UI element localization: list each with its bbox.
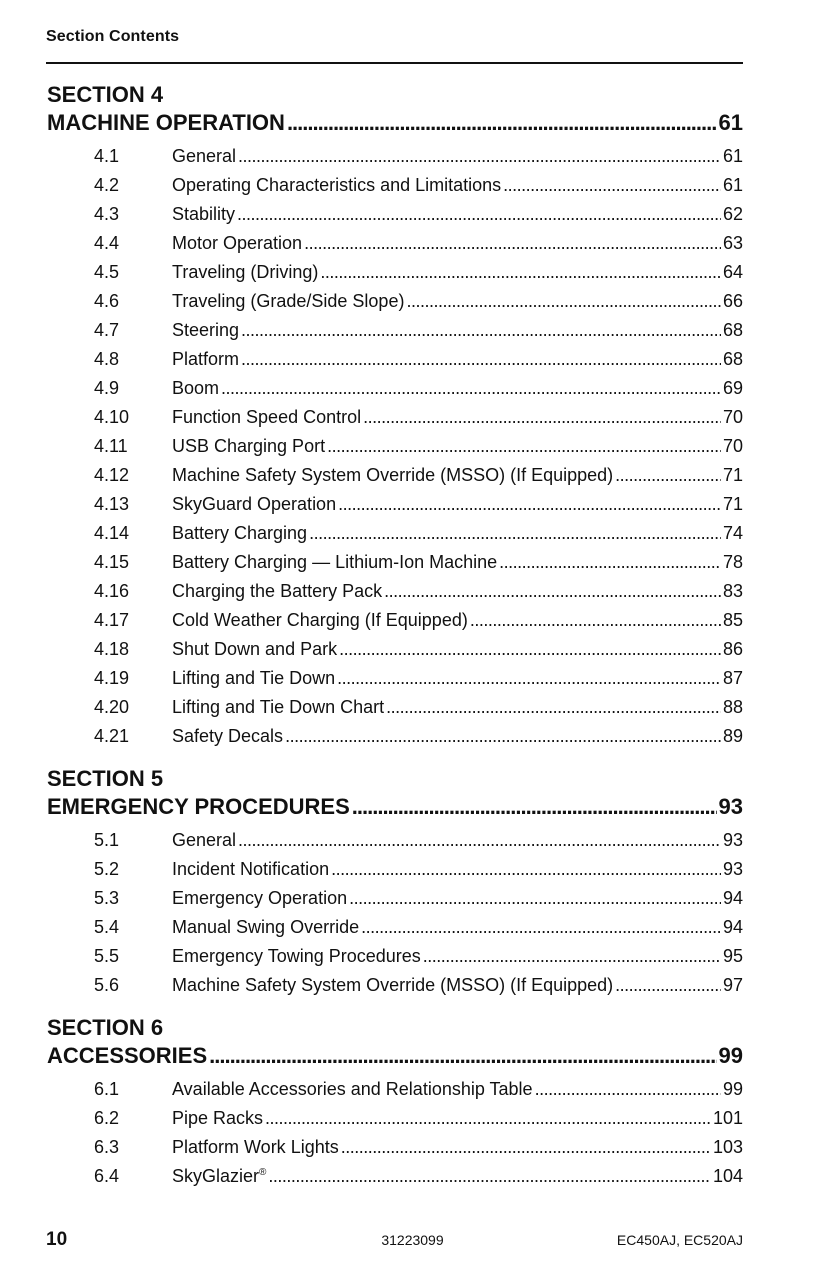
toc-entry[interactable] xyxy=(47,884,743,913)
toc-entry-page: 69 xyxy=(722,378,743,398)
toc-entry-page: 85 xyxy=(722,610,743,630)
toc-entry-title: Manual Swing Override xyxy=(172,917,360,937)
toc-entry-number: 4.16 xyxy=(94,581,130,601)
toc-entry-title-wrap xyxy=(172,1133,339,1162)
toc-entry-number: 4.18 xyxy=(94,639,130,659)
section-heading-title: EMERGENCY PROCEDURES xyxy=(47,794,350,819)
toc-entry-page: 95 xyxy=(722,946,743,966)
toc-entry-title: Operating Characteristics and Limitations xyxy=(172,175,502,195)
dot-leader xyxy=(320,258,721,287)
toc-entry-title-wrap xyxy=(172,171,501,200)
dot-leader xyxy=(331,855,721,884)
section-heading-link[interactable] xyxy=(47,109,743,138)
dot-leader xyxy=(363,403,721,432)
toc-entry-title-wrap xyxy=(172,287,404,316)
toc-entry-page: 89 xyxy=(722,726,743,746)
dot-leader xyxy=(287,109,717,137)
dot-leader xyxy=(337,664,721,693)
toc-entry-title-wrap xyxy=(172,1075,533,1104)
dot-leader xyxy=(221,374,721,403)
toc-entry-number: 6.3 xyxy=(94,1137,120,1157)
section-label: SECTION 6 xyxy=(47,1015,164,1040)
toc-entry[interactable] xyxy=(47,577,743,606)
dot-leader xyxy=(341,1133,711,1162)
section-heading-page: 93 xyxy=(718,794,743,819)
toc-entry-title-wrap xyxy=(172,519,307,548)
toc-entry-number: 4.8 xyxy=(94,349,120,369)
toc-entry-list xyxy=(47,1075,743,1191)
toc-entry-number: 5.3 xyxy=(94,888,120,908)
toc-entry-title-wrap xyxy=(172,971,613,1000)
section-heading-link[interactable] xyxy=(47,1042,743,1071)
dot-leader xyxy=(238,142,721,171)
toc-entry-title-wrap xyxy=(172,403,361,432)
toc-entry-title: Platform xyxy=(172,349,240,369)
toc-entry[interactable] xyxy=(47,229,743,258)
toc-entry[interactable] xyxy=(47,855,743,884)
toc-entry-title-wrap xyxy=(172,1162,266,1191)
toc-entry-number: 4.17 xyxy=(94,610,130,630)
dot-leader xyxy=(406,287,721,316)
dot-leader xyxy=(352,793,717,821)
toc-entry-title-wrap xyxy=(172,942,421,971)
toc-entry-page: 103 xyxy=(712,1137,743,1157)
toc-entry-title: Steering xyxy=(172,320,240,340)
footer-models: EC450AJ, EC520AJ xyxy=(616,1232,743,1248)
toc-entry-page: 64 xyxy=(722,262,743,282)
toc-entry-title: Lifting and Tie Down Chart xyxy=(172,697,385,717)
toc-entry-title-wrap xyxy=(172,345,239,374)
toc-entry-title: Machine Safety System Override (MSSO) (If Equipped) xyxy=(172,465,614,485)
toc-entry-title: USB Charging Port xyxy=(172,436,326,456)
toc-entry-title-wrap xyxy=(172,826,236,855)
toc-entry-number: 4.10 xyxy=(94,407,130,427)
toc-entry-title-wrap xyxy=(172,229,302,258)
toc-entry[interactable] xyxy=(47,548,743,577)
dot-leader xyxy=(384,577,721,606)
toc-entry-title: Emergency Towing Procedures xyxy=(172,946,421,966)
toc-entry[interactable] xyxy=(47,693,743,722)
section-heading-link[interactable] xyxy=(47,793,743,822)
toc-entry-number: 4.14 xyxy=(94,523,130,543)
dot-leader xyxy=(499,548,721,577)
toc-entry-number: 4.12 xyxy=(94,465,130,485)
toc-entry-title-wrap xyxy=(172,606,468,635)
toc-entry[interactable] xyxy=(47,490,743,519)
toc-entry-title-wrap xyxy=(172,432,325,461)
toc-entry-page: 63 xyxy=(722,233,743,253)
toc-entry-title-wrap xyxy=(172,258,318,287)
dot-leader xyxy=(237,200,721,229)
toc-entry-title: General xyxy=(172,830,237,850)
toc-entry-page: 87 xyxy=(722,668,743,688)
dot-leader xyxy=(339,635,721,664)
toc-entry[interactable] xyxy=(47,345,743,374)
toc-entry-page: 70 xyxy=(722,407,743,427)
toc-entry-title: Function Speed Control xyxy=(172,407,362,427)
toc-entry-number: 4.2 xyxy=(94,175,120,195)
toc-entry[interactable] xyxy=(47,1162,743,1191)
dot-leader xyxy=(265,1104,711,1133)
toc-entry-title-wrap xyxy=(172,200,235,229)
toc-entry-title: Traveling (Driving) xyxy=(172,262,319,282)
toc-entry-title-wrap xyxy=(172,884,347,913)
toc-entry-page: 97 xyxy=(722,975,743,995)
dot-leader xyxy=(338,490,721,519)
toc-entry-title: Battery Charging — Lithium-Ion Machine xyxy=(172,552,498,572)
toc-entry-title: Shut Down and Park xyxy=(172,639,338,659)
toc-entry-title-wrap xyxy=(172,316,239,345)
toc-entry[interactable] xyxy=(47,200,743,229)
dot-leader xyxy=(615,461,721,490)
toc-entry-page: 61 xyxy=(722,146,743,166)
toc-section xyxy=(47,81,743,751)
toc-entry-title: Traveling (Grade/Side Slope) xyxy=(172,291,405,311)
toc-entry-number: 4.7 xyxy=(94,320,120,340)
toc-entry-list xyxy=(47,142,743,751)
dot-leader xyxy=(209,1042,716,1070)
toc-entry-title: Motor Operation xyxy=(172,233,303,253)
toc-entry-title: Battery Charging xyxy=(172,523,308,543)
toc-entry[interactable] xyxy=(47,971,743,1000)
toc-entry-page: 93 xyxy=(722,859,743,879)
table-of-contents xyxy=(47,81,743,1205)
toc-entry-number: 6.4 xyxy=(94,1166,120,1186)
toc-entry-number: 4.15 xyxy=(94,552,130,572)
registered-mark: ® xyxy=(259,1167,267,1178)
toc-entry-title-wrap xyxy=(172,693,384,722)
toc-entry-number: 4.3 xyxy=(94,204,120,224)
section-heading-title: MACHINE OPERATION xyxy=(47,110,285,135)
toc-entry-number: 4.21 xyxy=(94,726,130,746)
toc-entry-page: 101 xyxy=(712,1108,743,1128)
toc-entry-page: 66 xyxy=(722,291,743,311)
toc-entry[interactable] xyxy=(47,1133,743,1162)
toc-entry[interactable] xyxy=(47,142,743,171)
toc-entry-page: 83 xyxy=(722,581,743,601)
toc-entry-title: Safety Decals xyxy=(172,726,284,746)
toc-entry[interactable] xyxy=(47,287,743,316)
toc-entry-page: 74 xyxy=(722,523,743,543)
toc-entry[interactable] xyxy=(47,316,743,345)
toc-section xyxy=(47,1014,743,1191)
section-heading-page: 61 xyxy=(718,110,743,135)
toc-entry-title-wrap xyxy=(172,490,336,519)
dot-leader xyxy=(535,1075,721,1104)
toc-entry-title: Incident Notification xyxy=(172,859,330,879)
toc-entry-title: Machine Safety System Override (MSSO) (If Equipped) xyxy=(172,975,614,995)
toc-entry[interactable] xyxy=(47,722,743,751)
toc-entry-page: 94 xyxy=(722,888,743,908)
toc-entry[interactable] xyxy=(47,635,743,664)
dot-leader xyxy=(503,171,721,200)
toc-entry-number: 5.1 xyxy=(94,830,120,850)
toc-entry-page: 104 xyxy=(712,1166,743,1186)
toc-entry[interactable] xyxy=(47,606,743,635)
toc-entry-title: Stability xyxy=(172,204,236,224)
toc-entry-page: 71 xyxy=(722,465,743,485)
toc-entry-page: 99 xyxy=(722,1079,743,1099)
toc-entry-number: 4.4 xyxy=(94,233,120,253)
dot-leader xyxy=(268,1162,711,1191)
toc-entry-page: 88 xyxy=(722,697,743,717)
toc-entry[interactable] xyxy=(47,1075,743,1104)
toc-entry[interactable] xyxy=(47,664,743,693)
dot-leader xyxy=(304,229,721,258)
dot-leader xyxy=(361,913,721,942)
toc-entry-number: 4.19 xyxy=(94,668,130,688)
toc-entry[interactable] xyxy=(47,1104,743,1133)
toc-entry-title: Pipe Racks xyxy=(172,1108,264,1128)
toc-entry-page: 68 xyxy=(722,349,743,369)
toc-entry-number: 6.1 xyxy=(94,1079,120,1099)
toc-entry-title: General xyxy=(172,146,237,166)
toc-entry[interactable] xyxy=(47,913,743,942)
toc-entry-page: 93 xyxy=(722,830,743,850)
toc-entry-title: Platform Work Lights xyxy=(172,1137,339,1157)
toc-entry-title: Emergency Operation xyxy=(172,888,348,908)
toc-entry-title-wrap xyxy=(172,635,337,664)
toc-entry-page: 86 xyxy=(722,639,743,659)
toc-entry-title: Boom xyxy=(172,378,220,398)
toc-entry-page: 61 xyxy=(722,175,743,195)
toc-entry-page: 62 xyxy=(722,204,743,224)
section-label: SECTION 4 xyxy=(47,82,164,107)
dot-leader xyxy=(241,345,721,374)
toc-entry-number: 4.11 xyxy=(94,436,128,456)
toc-entry[interactable] xyxy=(47,374,743,403)
section-heading-page: 99 xyxy=(718,1043,743,1068)
header-divider xyxy=(46,62,743,64)
toc-entry-page: 70 xyxy=(722,436,743,456)
toc-entry-title-wrap xyxy=(172,374,219,403)
dot-leader xyxy=(309,519,721,548)
toc-entry-page: 68 xyxy=(722,320,743,340)
toc-entry-title: SkyGuard Operation xyxy=(172,494,337,514)
toc-entry-number: 4.20 xyxy=(94,697,130,717)
toc-entry-number: 5.6 xyxy=(94,975,120,995)
toc-entry-title-wrap xyxy=(172,913,359,942)
toc-entry-number: 4.6 xyxy=(94,291,120,311)
toc-entry[interactable] xyxy=(47,942,743,971)
toc-entry-title: Available Accessories and Relationship Table xyxy=(172,1079,533,1099)
toc-entry[interactable] xyxy=(47,432,743,461)
toc-entry-page: 94 xyxy=(722,917,743,937)
toc-entry-list xyxy=(47,826,743,1000)
toc-entry-number: 4.5 xyxy=(94,262,120,282)
dot-leader xyxy=(470,606,721,635)
toc-entry[interactable] xyxy=(47,258,743,287)
footer-document-number: 31223099 xyxy=(381,1232,444,1248)
toc-entry-number: 4.9 xyxy=(94,378,120,398)
dot-leader xyxy=(349,884,721,913)
toc-entry-title-wrap xyxy=(172,142,236,171)
toc-entry[interactable] xyxy=(47,403,743,432)
dot-leader xyxy=(238,826,721,855)
toc-entry[interactable] xyxy=(47,461,743,490)
toc-entry-title-wrap xyxy=(172,461,613,490)
toc-entry[interactable] xyxy=(47,519,743,548)
toc-entry-number: 5.4 xyxy=(94,917,120,937)
footer-page-number: 10 xyxy=(46,1229,68,1250)
dot-leader xyxy=(327,432,721,461)
toc-entry-title: Charging the Battery Pack xyxy=(172,581,383,601)
toc-entry-title-wrap xyxy=(172,548,497,577)
toc-entry-title-wrap xyxy=(172,855,329,884)
toc-entry-number: 4.1 xyxy=(94,146,120,166)
toc-entry-title: Cold Weather Charging (If Equipped) xyxy=(172,610,468,630)
dot-leader xyxy=(386,693,721,722)
toc-entry[interactable] xyxy=(47,171,743,200)
toc-entry-page: 78 xyxy=(722,552,743,572)
toc-entry-title: SkyGlazier xyxy=(172,1166,260,1186)
toc-section xyxy=(47,765,743,1000)
toc-entry-number: 5.5 xyxy=(94,946,120,966)
toc-entry[interactable] xyxy=(47,826,743,855)
section-label: SECTION 5 xyxy=(47,766,164,791)
page-header-title: Section Contents xyxy=(46,28,180,45)
toc-entry-title-wrap xyxy=(172,577,382,606)
toc-entry-title: Lifting and Tie Down xyxy=(172,668,336,688)
toc-entry-page: 71 xyxy=(722,494,743,514)
toc-entry-number: 4.13 xyxy=(94,494,130,514)
toc-entry-title-wrap xyxy=(172,722,283,751)
dot-leader xyxy=(615,971,721,1000)
dot-leader xyxy=(423,942,721,971)
dot-leader xyxy=(241,316,721,345)
dot-leader xyxy=(285,722,721,751)
toc-entry-title-wrap xyxy=(172,664,335,693)
toc-entry-title-wrap xyxy=(172,1104,263,1133)
section-heading-title: ACCESSORIES xyxy=(47,1043,208,1068)
toc-entry-number: 6.2 xyxy=(94,1108,120,1128)
toc-entry-number: 5.2 xyxy=(94,859,120,879)
